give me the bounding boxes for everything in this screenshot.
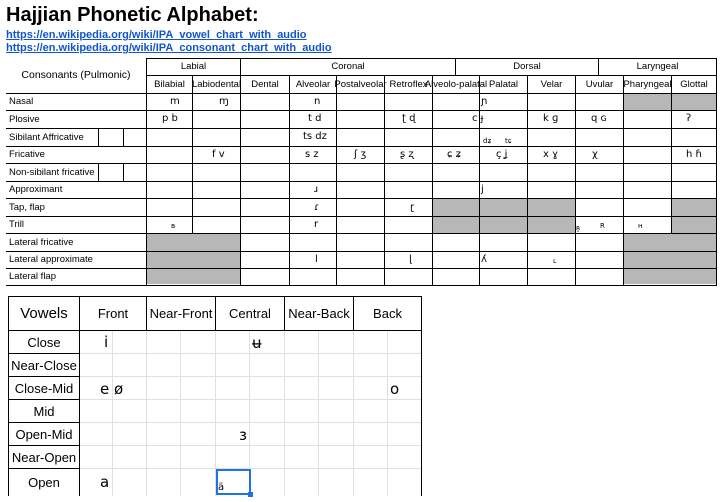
- ipa-symbol: l: [315, 254, 318, 265]
- manner-plosive: Plosive: [9, 113, 40, 125]
- group-labial: Labial: [180, 61, 207, 73]
- ipa-symbol: p b: [162, 113, 178, 124]
- vowel-symbol: ʉ: [252, 334, 262, 352]
- ipa-symbol: χ: [592, 149, 598, 160]
- manner-sibilant-affricative: Sibilant Affricative: [9, 131, 84, 143]
- vowel-symbol: ɜ: [239, 426, 247, 444]
- ipa-symbol: ʙ: [171, 222, 176, 230]
- ipa-symbol: ʈ ɖ: [402, 113, 416, 124]
- ipa-symbol: ɾ: [314, 202, 320, 213]
- vowel-row-close: Close: [27, 334, 61, 350]
- vowel-row-near-open: Near-Open: [11, 449, 77, 465]
- place-pharyngeal: Pharyngeal: [623, 78, 672, 90]
- vowel-row-mid: Mid: [33, 403, 55, 419]
- vowel-row-open: Open: [28, 475, 60, 490]
- vowel-symbol: o: [390, 380, 400, 398]
- ipa-symbol: k ɡ: [543, 113, 559, 124]
- vowel-row-near-close: Near-Close: [11, 357, 77, 373]
- vowel-col-near-front: Near-Front: [149, 306, 213, 321]
- place-alveolo-palatal: Alveolo-palatal: [424, 78, 488, 90]
- ipa-symbol: h ɦ: [686, 149, 702, 160]
- manner-approximant: Approximant: [9, 184, 63, 196]
- ipa-symbol: ɽ: [410, 202, 415, 213]
- ipa-symbol: ç ʝ: [496, 149, 508, 160]
- vowel-col-front: Front: [97, 306, 129, 321]
- ipa-symbol: ɭ: [409, 254, 412, 265]
- ipa-symbol: dʑ: [483, 137, 492, 145]
- selected-cell[interactable]: [216, 469, 251, 495]
- ipa-symbol: f v: [212, 149, 225, 160]
- ipa-symbol: ɲ: [481, 96, 488, 107]
- group-laryngeal: Laryngeal: [636, 61, 679, 73]
- manner-lateral-approximate: Lateral approximate: [9, 254, 93, 266]
- place-glottal: Glottal: [680, 78, 708, 90]
- ipa-symbol: ʎ: [481, 254, 487, 265]
- vowel-col-near-back: Near-Back: [288, 306, 350, 321]
- vowel-symbol: ä: [218, 482, 225, 493]
- manner-non-sibilant-fricative: Non-sibilant fricative: [9, 166, 95, 178]
- place-bilabial: Bilabial: [154, 78, 185, 90]
- place-palatal: Palatal: [488, 78, 519, 90]
- vowels-header: Vowels: [20, 305, 68, 322]
- ipa-symbol: c ɟ: [472, 113, 484, 124]
- vowel-symbol: e ø: [100, 380, 124, 398]
- fill-handle[interactable]: [248, 492, 253, 497]
- vowel-chart-link[interactable]: https://en.wikipedia.org/wiki/IPA_vowel_chart_with_audio: [6, 29, 307, 41]
- place-labiodental: Labiodental: [191, 78, 242, 90]
- group-coronal: Coronal: [331, 61, 365, 73]
- ipa-symbol: ʔ: [686, 113, 692, 124]
- vowel-symbol: i: [104, 333, 109, 351]
- vowel-row-open-mid: Open-Mid: [15, 426, 73, 442]
- ipa-symbol: m: [170, 96, 180, 107]
- vowel-col-central: Central: [229, 306, 271, 321]
- ipa-symbol: ɹ: [314, 184, 319, 195]
- ipa-symbol: R: [600, 222, 605, 230]
- place-postalveolar: Postalveolar: [334, 78, 387, 90]
- ipa-symbol: r: [314, 219, 319, 230]
- manner-trill: Trill: [9, 219, 24, 231]
- place-retroflex: Retroflex: [389, 78, 428, 90]
- manner-nasal: Nasal: [9, 96, 34, 108]
- ipa-symbol: tɕ: [505, 137, 512, 145]
- ipa-symbol: j: [481, 184, 484, 195]
- consonant-chart-link[interactable]: https://en.wikipedia.org/wiki/IPA_consonant_chart_with_audio: [6, 42, 332, 54]
- ipa-symbol: ts dz: [303, 131, 327, 142]
- place-alveolar: Alveolar: [295, 78, 331, 90]
- manner-lateral-flap: Lateral flap: [9, 271, 57, 283]
- ipa-symbol: ʜ: [638, 222, 643, 230]
- consonants-header: Consonants (Pulmonic): [21, 68, 131, 81]
- ipa-symbol: ʀ̥: [576, 224, 581, 232]
- page-title: Hajjian Phonetic Alphabet:: [6, 4, 259, 26]
- ipa-symbol: ʟ: [553, 257, 557, 265]
- place-velar: Velar: [540, 78, 563, 90]
- place-uvular: Uvular: [585, 78, 614, 90]
- vowel-row-close-mid: Close-Mid: [14, 380, 74, 396]
- ipa-symbol: ʃ ʒ: [354, 149, 367, 160]
- manner-lateral-fricative: Lateral fricative: [9, 236, 74, 248]
- ipa-symbol: q ɢ: [591, 113, 607, 124]
- group-dorsal: Dorsal: [513, 61, 541, 73]
- vowel-col-back: Back: [373, 306, 402, 321]
- ipa-symbol: x ɣ: [543, 149, 559, 160]
- ipa-symbol: n: [314, 96, 321, 107]
- manner-fricative: Fricative: [9, 149, 45, 161]
- manner-tap-flap: Tap, flap: [9, 201, 45, 213]
- ipa-symbol: ʂ ʐ: [400, 149, 414, 160]
- place-dental: Dental: [251, 78, 279, 90]
- ipa-symbol: s z: [305, 149, 319, 160]
- ipa-symbol: t d: [308, 113, 322, 124]
- ipa-symbol: ɱ: [219, 96, 229, 107]
- ipa-symbol: ɕ ʑ: [447, 149, 461, 160]
- vowel-symbol: a: [100, 473, 110, 491]
